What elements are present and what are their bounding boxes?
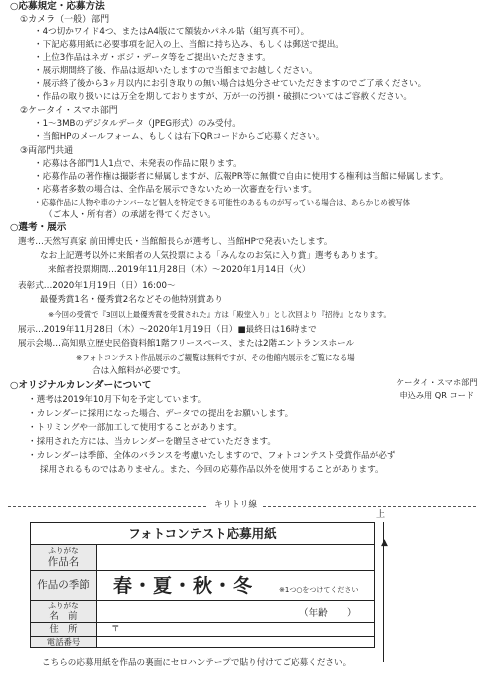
arrow-up-icon: ▲ (381, 538, 388, 548)
season-instruction: ※1つ○をつけてください (279, 586, 359, 594)
general-item: ・展示期間終了後、作品は返却いたしますので当館までお越しください。 (34, 66, 318, 76)
entry-form (30, 522, 375, 648)
common-item: ・応募は各部門1人1点で、未発表の作品に限ります。 (34, 159, 242, 169)
calendar-item: 採用されるものではありません。また、今回の応募作品以外を使用することがあります。 (40, 465, 384, 475)
general-section-heading: ①カメラ（一般）部門 (20, 15, 110, 25)
work-title-label-text: 作品名 (47, 556, 80, 568)
calendar-item: ・カレンダーは季節、全体のバランスを考慮いたしますので、フォトコンテスト受賞作品が必ず (28, 451, 396, 461)
common-item: ・応募作品に人物や車のナンバーなど個人を特定できる可能性のあるものが写っている場合は、あらかじめ被写体 (34, 198, 411, 207)
phone-label (31, 637, 97, 647)
age-field[interactable]: （年齢 ） (299, 608, 357, 619)
furigana-label: ふりがな (48, 601, 79, 610)
address-row (31, 623, 374, 637)
selection-line: 展示会場…高知県立歴史民俗資料館1階フリースペース、または2階エントランスホール (18, 339, 355, 349)
phone-row (31, 637, 374, 647)
selection-line: 合は入館料が必要です。 (92, 366, 186, 376)
calendar-item: ・カレンダーに採用になった場合、データでの提出をお願いします。 (28, 409, 294, 419)
season-options[interactable]: 春・夏・秋・冬 (113, 575, 254, 597)
common-item-continued: （ご本人・所有者）の承諾を得てください。 (44, 210, 216, 220)
selection-line: ※今回の受賞で『3回以上最優秀賞を受賞された』方は「殿堂入り」とし次回より『招待』となります。 (48, 310, 391, 319)
selection-line: 展示…2019年11月28日（木）～2020年1月19日（日）■最終日は16時まで (18, 325, 317, 335)
general-item: ・4つ切かワイド4つ、またはA4版にて額装かパネル貼（組写真不可）。 (34, 27, 310, 37)
calendar-item: ・トリミングや一部加工して使用することがあります。 (28, 423, 242, 433)
form-title: フォトコンテスト応募用紙 (31, 523, 374, 545)
calendar-item: ・選考は2019年10月下旬を予定しています。 (28, 395, 207, 405)
mobile-item: ・1～3MBのデジタルデータ（JPEG形式）のみ受付。 (34, 119, 241, 129)
work-title-label (31, 545, 97, 570)
name-label-text: 名 前 (49, 611, 78, 622)
qr-note-line: ケータイ・スマホ部門 (396, 377, 478, 387)
common-section-heading: ③両部門共通 (20, 146, 74, 156)
name-label (31, 601, 97, 622)
furigana-label: ふりがな (48, 546, 79, 555)
selection-line: 選考…天然写真家 前田博史氏・当館館長らが選考し、当館HPで発表いたします。 (18, 237, 333, 247)
selection-line: 表彰式…2020年1月19日（日）16:00～ (18, 281, 176, 291)
address-label-text: 住 所 (49, 624, 78, 635)
common-item: ・応募作品の著作権は撮影者に帰属しますが、広報PR等に無償で自由に使用する権利は当館に帰属します。 (34, 172, 449, 182)
general-item: ・上位3作品はネガ・ポジ・データ等をご提出いただきます。 (34, 53, 271, 63)
phone-label-text: 電話番号 (46, 637, 81, 647)
up-mark: 上 (376, 510, 386, 520)
selection-line: ※フォトコンテスト作品展示のご観覧は無料ですが、その他館内展示をご覧になる場 (76, 353, 355, 362)
calendar-heading: ○オリジナルカレンダーについて (10, 380, 152, 391)
selection-line: 来館者投票期間…2019年11月28日（木）～2020年1月14日（火） (48, 265, 311, 275)
cut-line-label: キリトリ線 (208, 499, 263, 511)
mobile-item: ・当館HPのメールフォーム、もしくは右下QRコードからご応募ください。 (34, 132, 325, 142)
postal-mark: 〒 (111, 624, 120, 634)
footer-note: こちらの応募用紙を作品の裏面にセロハンテープで貼り付けてご応募ください。 (42, 658, 352, 668)
rules-heading: ○応募規定・応募方法 (10, 1, 105, 12)
address-label (31, 623, 97, 636)
work-title-row (31, 545, 374, 571)
calendar-item: ・採用された方には、当カレンダーを贈呈させていただきます。 (28, 437, 276, 447)
season-label (31, 571, 97, 600)
qr-code-note (396, 376, 478, 402)
general-item: ・下記応募用紙に必要事項を記入の上、当館に持ち込み、もしくは郵送で提出。 (34, 40, 344, 50)
common-item: ・応募者多数の場合は、全作品を展示できないため一次審査を行います。 (34, 185, 317, 195)
season-row (31, 571, 374, 601)
season-label-text: 作品の季節 (37, 579, 90, 591)
selection-line: なお上記選考以外に来館者の人気投票による「みんなのお気に入り賞」選考もあります。 (40, 251, 384, 261)
general-item: ・作品の取り扱いには万全を期しておりますが、万が一の汚損・破損についてはご容赦ください。 (34, 92, 412, 102)
general-item: ・展示終了後から3ヶ月以内にお引き取りの無い場合は処分させていただきますのでご了承ください。 (34, 79, 427, 89)
selection-heading: ○選考・展示 (10, 222, 67, 233)
mobile-section-heading: ②ケータイ・スマホ部門 (20, 106, 118, 116)
name-row (31, 601, 374, 623)
selection-line: 最優秀賞1名・優秀賞2名などその他特別賞あり (40, 295, 223, 305)
qr-note-line: 申込み用 QR コード (399, 390, 475, 400)
